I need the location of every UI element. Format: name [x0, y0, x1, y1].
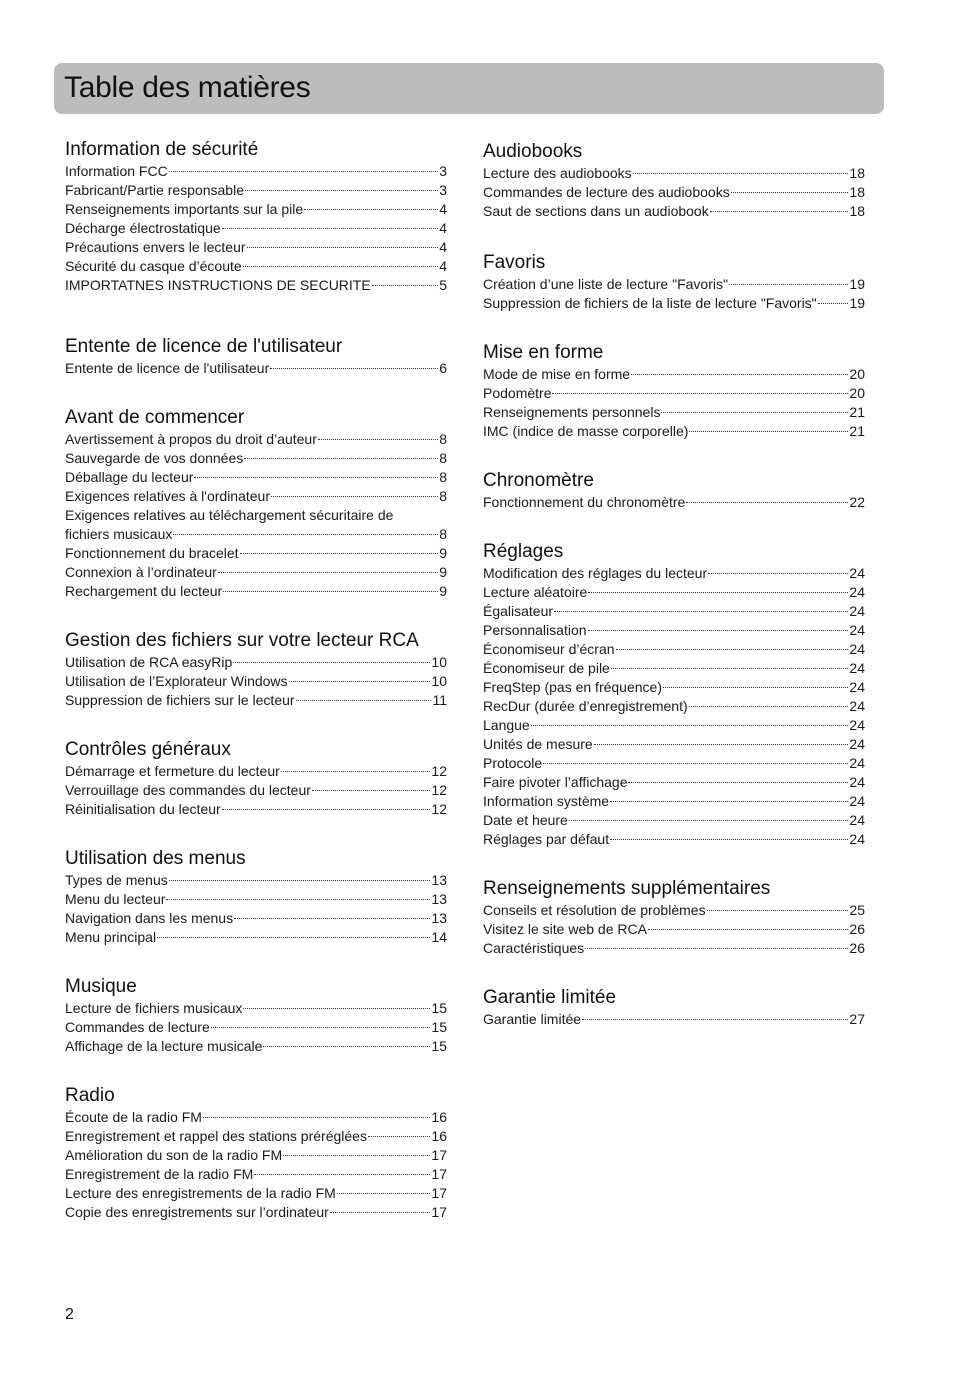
toc-entry-label: Information FCC: [65, 163, 168, 179]
toc-entry[interactable]: [65, 890, 447, 909]
toc-entry[interactable]: [65, 563, 447, 582]
dot-leader: [173, 534, 438, 535]
toc-entry-label: IMC (indice de masse corporelle): [483, 423, 689, 439]
page-number: 2: [65, 1306, 74, 1323]
toc-section: [483, 986, 865, 1029]
toc-section: [483, 469, 865, 512]
toc-entry-page: 10: [431, 654, 447, 670]
section-heading: Renseignements supplémentaires: [483, 878, 771, 899]
toc-entry-page: 24: [849, 774, 865, 790]
dot-leader: [531, 725, 849, 726]
toc-entry-page: 21: [849, 423, 865, 439]
toc-entry-label: IMPORTATNES INSTRUCTIONS DE SECURITE: [65, 277, 371, 293]
section-heading: Mise en forme: [483, 342, 604, 363]
dot-leader: [543, 763, 848, 764]
toc-entry-label: Sauvegarde de vos données: [65, 450, 244, 466]
dot-leader: [166, 899, 430, 900]
toc-section: [483, 540, 865, 849]
toc-entry-label: Mode de mise en forme: [483, 366, 631, 382]
dot-leader: [368, 1136, 430, 1137]
dot-leader: [223, 591, 438, 592]
toc-entry-label: Sécurité du casque d’écoute: [65, 258, 242, 274]
dot-leader: [710, 211, 849, 212]
dot-leader: [686, 502, 848, 503]
dot-leader: [689, 706, 849, 707]
section-heading: Favoris: [483, 252, 546, 273]
dot-leader: [289, 681, 431, 682]
toc-entry-page: 16: [431, 1109, 447, 1125]
toc-section: [483, 877, 865, 958]
toc-entry[interactable]: [65, 871, 447, 890]
toc-entry-label: Menu principal: [65, 929, 157, 945]
toc-entry-label: Commandes de lecture des audiobooks: [483, 184, 730, 200]
toc-entry-page: 24: [849, 755, 865, 771]
toc-section: [483, 251, 865, 313]
toc-entry-label: Réglages par défaut: [483, 831, 610, 847]
toc-entry-page: 8: [439, 488, 447, 504]
dot-leader: [233, 662, 430, 663]
toc-entry[interactable]: [65, 1127, 447, 1146]
dot-leader: [330, 1212, 431, 1213]
toc-entry-label: Fonctionnement du bracelet: [65, 545, 239, 561]
toc-entry-page: 13: [431, 891, 447, 907]
dot-leader: [203, 1117, 430, 1118]
toc-entry[interactable]: [65, 1018, 447, 1037]
toc-entry-label: FreqStep (pas en fréquence): [483, 679, 662, 695]
toc-entry-label: Menu du lecteur: [65, 891, 166, 907]
section-heading: Audiobooks: [483, 141, 583, 162]
dot-leader: [628, 782, 848, 783]
toc-entry-page: 21: [849, 404, 865, 420]
dot-leader: [818, 303, 849, 304]
dot-leader: [585, 948, 848, 949]
toc-entry-label: Navigation dans les menus: [65, 910, 234, 926]
toc-entry-page: 24: [849, 793, 865, 809]
toc-entry-page: 24: [849, 736, 865, 752]
toc-entry-page: 11: [432, 692, 447, 708]
dot-leader: [222, 809, 431, 810]
toc-entry-page: 15: [431, 1019, 447, 1035]
toc-entry-label: Protocole: [483, 755, 543, 771]
section-heading: Gestion des fichiers sur votre lecteur RCA: [65, 630, 419, 651]
toc-entry[interactable]: [65, 1146, 447, 1165]
toc-entry[interactable]: [483, 697, 865, 716]
dot-leader: [169, 880, 431, 881]
section-heading: Garantie limitée: [483, 987, 617, 1008]
toc-entry-page: 25: [849, 902, 865, 918]
dot-leader: [240, 553, 439, 554]
toc-entry-label: fichiers musicaux: [65, 526, 173, 542]
toc-entry-label: Entente de licence de l'utilisateur: [65, 360, 270, 376]
toc-entry-label: Écoute de la radio FM: [65, 1109, 202, 1125]
dot-leader: [234, 918, 430, 919]
toc-entry-page: 26: [849, 940, 865, 956]
dot-leader: [283, 1155, 430, 1156]
toc-entry[interactable]: [483, 939, 865, 958]
toc-section: [65, 406, 447, 601]
toc-entry[interactable]: [483, 183, 865, 202]
toc-entry[interactable]: [65, 582, 447, 601]
toc-entry-label: RecDur (durée d’enregistrement): [483, 698, 688, 714]
toc-section: [65, 975, 447, 1056]
toc-entry-page: 8: [439, 526, 447, 542]
toc-entry[interactable]: [65, 359, 447, 378]
section-heading: Chronomètre: [483, 470, 594, 491]
toc-entry-label: Rechargement du lecteur: [65, 583, 223, 599]
dot-leader: [648, 929, 848, 930]
toc-entry[interactable]: [65, 525, 447, 544]
toc-entry-label: Personnalisation: [483, 622, 587, 638]
toc-entry-label: Création d’une liste de lecture "Favoris": [483, 276, 728, 292]
toc-entry-label: Conseils et résolution de problèmes: [483, 902, 706, 918]
dot-leader: [663, 687, 848, 688]
toc-entry[interactable]: [65, 1037, 447, 1056]
toc-entry[interactable]: [65, 1165, 447, 1184]
toc-entry-page: 24: [849, 660, 865, 676]
toc-entry[interactable]: [65, 181, 447, 200]
toc-entry-label: Renseignements importants sur la pile: [65, 201, 304, 217]
section-heading: Avant de commencer: [65, 407, 245, 428]
toc-entry-page: 20: [849, 385, 865, 401]
toc-entry-label: Économiseur d’écran: [483, 641, 615, 657]
toc-section: [65, 1084, 447, 1222]
toc-entry-label: Information système: [483, 793, 610, 809]
toc-entry[interactable]: [65, 1203, 447, 1222]
dot-leader: [281, 771, 431, 772]
toc-entry[interactable]: [65, 487, 447, 506]
dot-leader: [689, 431, 848, 432]
toc-entry-label: Amélioration du son de la radio FM: [65, 1147, 283, 1163]
toc-entry-page: 13: [431, 910, 447, 926]
toc-entry-page: 12: [431, 763, 447, 779]
toc-entry-page: 5: [439, 277, 447, 293]
dot-leader: [270, 368, 438, 369]
page-title: Table des matières: [64, 71, 311, 104]
toc-entry-label: Précautions envers le lecteur: [65, 239, 246, 255]
toc-entry-page: 24: [849, 565, 865, 581]
toc-entry[interactable]: [65, 1108, 447, 1127]
dot-leader: [729, 284, 848, 285]
toc-section: [65, 335, 447, 378]
toc-entry[interactable]: [483, 830, 865, 849]
toc-entry[interactable]: [483, 294, 865, 313]
toc-entry-label: Modification des réglages du lecteur: [483, 565, 708, 581]
toc-entry-page: 24: [849, 622, 865, 638]
toc-entry-label: Affichage de la lecture musicale: [65, 1038, 263, 1054]
toc-entry[interactable]: [483, 773, 865, 792]
toc-entry[interactable]: [65, 762, 447, 781]
toc-entry-label: Podomètre: [483, 385, 552, 401]
toc-entry-page: 26: [849, 921, 865, 937]
dot-leader: [616, 649, 849, 650]
dot-leader: [271, 496, 438, 497]
toc-entry[interactable]: [483, 403, 865, 422]
toc-entry[interactable]: [483, 716, 865, 735]
toc-entry-page: 19: [849, 295, 865, 311]
toc-right-column: [483, 140, 865, 1029]
toc-entry[interactable]: [65, 928, 447, 947]
section-heading: Musique: [65, 976, 137, 997]
toc-entry-page: 24: [849, 584, 865, 600]
dot-leader: [569, 820, 849, 821]
toc-entry[interactable]: [483, 792, 865, 811]
dot-leader: [611, 668, 849, 669]
toc-entry-label: Déballage du lecteur: [65, 469, 194, 485]
toc-entry-label: Fonctionnement du chronomètre: [483, 494, 686, 510]
toc-entry-label: Verrouillage des commandes du lecteur: [65, 782, 311, 798]
toc-entry-page: 8: [439, 431, 447, 447]
dot-leader: [318, 439, 438, 440]
toc-entry[interactable]: [483, 493, 865, 512]
toc-entry-page: 9: [439, 545, 447, 561]
toc-entry-page: 13: [431, 872, 447, 888]
toc-entry-page: 9: [439, 564, 447, 580]
section-heading: Radio: [65, 1085, 115, 1106]
toc-entry-page: 22: [849, 494, 865, 510]
toc-entry-page: 24: [849, 698, 865, 714]
toc-entry-label: Suppression de fichiers de la liste de lecture "Favoris": [483, 295, 817, 311]
toc-entry-page: 27: [849, 1011, 865, 1027]
toc-entry-page: 12: [431, 782, 447, 798]
dot-leader: [254, 1174, 430, 1175]
toc-section: [65, 738, 447, 819]
dot-leader: [552, 393, 848, 394]
toc-entry-label: Types de menus: [65, 872, 168, 888]
toc-entry-page: 18: [849, 165, 865, 181]
toc-entry-label: Saut de sections dans un audiobook: [483, 203, 709, 219]
toc-entry[interactable]: [65, 162, 447, 181]
dot-leader: [243, 1008, 430, 1009]
dot-leader: [588, 630, 849, 631]
toc-entry-page: 15: [431, 1000, 447, 1016]
toc-entry-label: Commandes de lecture: [65, 1019, 210, 1035]
toc-entry-page: 20: [849, 366, 865, 382]
toc-entry-label: Égalisateur: [483, 603, 554, 619]
toc-entry[interactable]: [65, 200, 447, 219]
toc-entry-page: 4: [439, 220, 447, 236]
toc-entry-page: 10: [431, 673, 447, 689]
toc-entry[interactable]: [65, 909, 447, 928]
toc-entry[interactable]: [483, 735, 865, 754]
toc-entry-page: 17: [431, 1204, 447, 1220]
toc-entry-label: Utilisation de l’Explorateur Windows: [65, 673, 288, 689]
toc-entry-label: Fabricant/Partie responsable: [65, 182, 244, 198]
toc-entry-page: 24: [849, 603, 865, 619]
toc-entry-page: 17: [431, 1166, 447, 1182]
toc-entry[interactable]: [483, 365, 865, 384]
toc-entry[interactable]: [65, 544, 447, 563]
toc-entry[interactable]: [65, 276, 447, 295]
dot-leader: [194, 477, 438, 478]
dot-leader: [211, 1027, 431, 1028]
toc-entry-page: 14: [431, 929, 447, 945]
toc-entry[interactable]: [65, 449, 447, 468]
dot-leader: [222, 228, 439, 229]
toc-entry[interactable]: [483, 901, 865, 920]
toc-entry-page: 4: [439, 239, 447, 255]
toc-entry-page: 24: [849, 717, 865, 733]
toc-entry[interactable]: [65, 238, 447, 257]
section-heading: Information de sécurité: [65, 139, 259, 160]
toc-entry-page: 19: [849, 276, 865, 292]
toc-entry-label: Lecture des audiobooks: [483, 165, 632, 181]
dot-leader: [372, 285, 439, 286]
toc-entry-page: 17: [431, 1147, 447, 1163]
toc-entry-label: Exigences relatives à l'ordinateur: [65, 488, 271, 504]
toc-entry-page: 9: [439, 583, 447, 599]
toc-entry-page: 4: [439, 201, 447, 217]
dot-leader: [633, 173, 849, 174]
toc-entry[interactable]: [65, 999, 447, 1018]
dot-leader: [707, 910, 849, 911]
dot-leader: [610, 839, 848, 840]
dot-leader: [582, 1019, 848, 1020]
toc-entry-label[interactable]: Exigences relatives au téléchargement sécuritaire de: [65, 507, 394, 523]
toc-entry-label: Faire pivoter l’affichage: [483, 774, 628, 790]
toc-entry-label: Lecture des enregistrements de la radio FM: [65, 1185, 336, 1201]
toc-section: [483, 341, 865, 441]
dot-leader: [247, 247, 439, 248]
dot-leader: [245, 190, 438, 191]
toc-entry-label: Réinitialisation du lecteur: [65, 801, 221, 817]
toc-entry-label: Visitez le site web de RCA: [483, 921, 647, 937]
toc-entry-label: Avertissement à propos du droit d’auteur: [65, 431, 317, 447]
toc-entry-page: 24: [849, 812, 865, 828]
toc-entry[interactable]: [483, 275, 865, 294]
toc-entry[interactable]: [65, 468, 447, 487]
toc-section: [65, 847, 447, 947]
toc-entry-label: Démarrage et fermeture du lecteur: [65, 763, 280, 779]
dot-leader: [157, 937, 430, 938]
dot-leader: [312, 790, 431, 791]
dot-leader: [304, 209, 438, 210]
toc-entry-label: Décharge électrostatique: [65, 220, 221, 236]
toc-entry-label: Lecture aléatoire: [483, 584, 588, 600]
toc-entry-page: 3: [439, 163, 447, 179]
toc-entry-page: 12: [431, 801, 447, 817]
dot-leader: [731, 192, 849, 193]
toc-entry-page: 4: [439, 258, 447, 274]
toc-entry-page: 24: [849, 641, 865, 657]
toc-entry-page: 6: [439, 360, 447, 376]
toc-entry-label: Enregistrement de la radio FM: [65, 1166, 254, 1182]
toc-entry-page: 8: [439, 469, 447, 485]
toc-entry[interactable]: [65, 781, 447, 800]
dot-leader: [588, 592, 848, 593]
toc-entry-page: 16: [431, 1128, 447, 1144]
toc-entry[interactable]: [483, 384, 865, 403]
toc-entry[interactable]: [65, 430, 447, 449]
toc-entry[interactable]: [483, 564, 865, 583]
section-heading: Utilisation des menus: [65, 848, 246, 869]
toc-entry-label: Garantie limitée: [483, 1011, 582, 1027]
toc-entry-page: 3: [439, 182, 447, 198]
dot-leader: [610, 801, 848, 802]
toc-entry-label: Caractéristiques: [483, 940, 585, 956]
toc-entry-label: Enregistrement et rappel des stations préréglées: [65, 1128, 367, 1144]
toc-entry-label: Utilisation de RCA easyRip: [65, 654, 233, 670]
toc-entry[interactable]: [65, 672, 447, 691]
toc-entry-label: Suppression de fichiers sur le lecteur: [65, 692, 295, 708]
section-heading: Entente de licence de l'utilisateur: [65, 336, 343, 357]
toc-entry-page: 18: [849, 184, 865, 200]
dot-leader: [631, 374, 848, 375]
toc-entry[interactable]: [65, 257, 447, 276]
toc-entry[interactable]: [483, 202, 865, 221]
dot-leader: [661, 412, 848, 413]
dot-leader: [296, 700, 432, 701]
title-bar: [54, 63, 884, 114]
toc-entry[interactable]: [483, 621, 865, 640]
dot-leader: [594, 744, 849, 745]
toc-entry-label: Langue: [483, 717, 530, 733]
dot-leader: [554, 611, 848, 612]
dot-leader: [263, 1046, 430, 1047]
dot-leader: [244, 458, 438, 459]
toc-entry[interactable]: [65, 691, 447, 710]
section-heading: Contrôles généraux: [65, 739, 231, 760]
toc-entry[interactable]: [483, 754, 865, 773]
toc-entry-page: 24: [849, 679, 865, 695]
toc-entry[interactable]: [483, 422, 865, 441]
toc-entry-page: 15: [431, 1038, 447, 1054]
dot-leader: [337, 1193, 431, 1194]
dot-leader: [708, 573, 848, 574]
toc-entry[interactable]: [65, 1184, 447, 1203]
toc-entry-page: 18: [849, 203, 865, 219]
toc-entry-page: 17: [431, 1185, 447, 1201]
toc-section: [65, 629, 447, 710]
toc-entry-label: Lecture de fichiers musicaux: [65, 1000, 243, 1016]
dot-leader: [169, 171, 439, 172]
toc-entry[interactable]: [65, 800, 447, 819]
toc-entry-label: Connexion à l’ordinateur: [65, 564, 217, 580]
toc-left-column: [65, 138, 447, 1222]
toc-entry[interactable]: [483, 811, 865, 830]
toc-entry-page: 24: [849, 831, 865, 847]
toc-entry-label: Renseignements personnels: [483, 404, 661, 420]
toc-entry[interactable]: [483, 164, 865, 183]
toc-entry[interactable]: [483, 1010, 865, 1029]
dot-leader: [243, 266, 439, 267]
toc-entry[interactable]: [483, 640, 865, 659]
dot-leader: [218, 572, 438, 573]
toc-entry[interactable]: [483, 659, 865, 678]
toc-entry-page: 8: [439, 450, 447, 466]
toc-entry-label: Date et heure: [483, 812, 568, 828]
toc-entry[interactable]: [65, 219, 447, 238]
toc-entry-label: Économiseur de pile: [483, 660, 610, 676]
toc-entry[interactable]: [483, 602, 865, 621]
toc-entry[interactable]: [483, 583, 865, 602]
toc-entry-label: Copie des enregistrements sur l’ordinateur: [65, 1204, 329, 1220]
toc-entry[interactable]: [483, 678, 865, 697]
toc-entry-label: Unités de mesure: [483, 736, 593, 752]
toc-section: [483, 140, 865, 221]
section-heading: Réglages: [483, 541, 564, 562]
toc-section: [65, 138, 447, 295]
toc-entry[interactable]: [483, 920, 865, 939]
toc-entry[interactable]: [65, 653, 447, 672]
